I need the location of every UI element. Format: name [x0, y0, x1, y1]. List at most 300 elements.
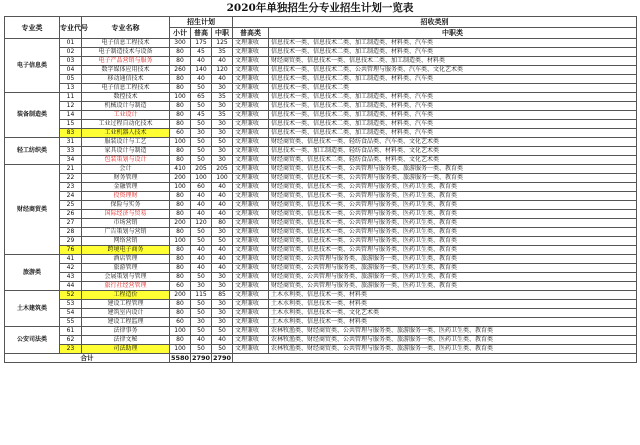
category-cell: 轻工纺织类	[5, 138, 60, 165]
major-name-cell: 电子制造技术与设备	[82, 48, 170, 57]
subject-cell: 文理兼收	[233, 282, 269, 291]
subject-cell: 文理兼收	[233, 111, 269, 120]
table-row	[5, 210, 637, 219]
vocational-types-cell: 财经商贸类、信息技术一类、信息技术二类、加工制造类、材料类	[269, 57, 637, 66]
table-row	[5, 120, 637, 129]
major-code-cell: 13	[60, 84, 82, 93]
general-count-cell: 40	[191, 255, 212, 264]
table-body	[5, 17, 637, 363]
major-name-cell: 金融管理	[82, 183, 170, 192]
major-name-cell: 机械设计与制造	[82, 102, 170, 111]
table-row	[5, 228, 637, 237]
major-name-cell: 工业机器人技术	[82, 129, 170, 138]
subtotal-cell: 260	[170, 66, 191, 75]
subject-cell: 文理兼收	[233, 174, 269, 183]
vocational-count-cell: 100	[212, 174, 233, 183]
header-row	[5, 17, 637, 28]
major-name-cell: 建筑室内设计	[82, 309, 170, 318]
category-cell: 财经商贸类	[5, 165, 60, 255]
subject-cell: 文理兼收	[233, 192, 269, 201]
vocational-count-cell: 40	[212, 183, 233, 192]
subtotal-cell: 200	[170, 219, 191, 228]
subtotal-cell: 300	[170, 39, 191, 48]
major-name-cell: 投资理财	[82, 192, 170, 201]
subtotal-cell: 80	[170, 336, 191, 345]
general-count-cell: 140	[191, 66, 212, 75]
vocational-types-cell: 财经商贸类、公共管理与服务类、旅游服务一类、医药卫生类、教育类	[269, 264, 637, 273]
subtotal-cell: 100	[170, 237, 191, 246]
major-name-cell: 工业过程自动化技术	[82, 120, 170, 129]
subtotal-cell: 410	[170, 165, 191, 174]
major-name-cell: 财务管理	[82, 174, 170, 183]
major-name-cell: 网络营销	[82, 237, 170, 246]
major-code-cell: 23	[60, 183, 82, 192]
general-count-cell: 50	[191, 156, 212, 165]
table-row	[5, 129, 637, 138]
general-count-cell: 30	[191, 282, 212, 291]
subject-cell: 文理兼收	[233, 138, 269, 147]
table-row	[5, 264, 637, 273]
table-row	[5, 57, 637, 66]
general-count-cell: 50	[191, 138, 212, 147]
subject-cell: 文理兼收	[233, 273, 269, 282]
subject-cell: 文理兼收	[233, 102, 269, 111]
subject-cell: 文理兼收	[233, 39, 269, 48]
vocational-count-cell: 30	[212, 84, 233, 93]
vocational-count-cell: 30	[212, 102, 233, 111]
major-name-cell: 市场营销	[82, 219, 170, 228]
vocational-count-cell: 85	[212, 291, 233, 300]
total-general: 2790	[191, 354, 211, 362]
major-code-cell: 05	[60, 75, 82, 84]
vocational-types-cell: 财经商贸类、信息技术一类、公共管理与服务类、医药卫生类、教育类	[269, 201, 637, 210]
general-count-cell: 40	[191, 264, 212, 273]
category-cell: 公安司法类	[5, 327, 60, 354]
vocational-count-cell: 40	[212, 336, 233, 345]
vocational-count-cell: 80	[212, 219, 233, 228]
major-code-cell: 44	[60, 282, 82, 291]
table-row	[5, 48, 637, 57]
table-row	[5, 246, 637, 255]
subject-cell: 文理兼收	[233, 264, 269, 273]
vocational-count-cell: 35	[212, 48, 233, 57]
table-row	[5, 111, 637, 120]
subtotal-cell: 100	[170, 183, 191, 192]
major-name-cell: 酒店管理	[82, 255, 170, 264]
subtotal-cell: 80	[170, 84, 191, 93]
subject-cell: 文理兼收	[233, 165, 269, 174]
vocational-count-cell: 120	[212, 66, 233, 75]
subtotal-cell: 60	[170, 129, 191, 138]
major-name-cell: 家具设计与制造	[82, 147, 170, 156]
table-row	[5, 174, 637, 183]
vocational-count-cell: 50	[212, 345, 233, 354]
header-major: 专业名称	[82, 17, 170, 39]
general-count-cell: 50	[191, 120, 212, 129]
subject-cell: 文理兼收	[233, 291, 269, 300]
vocational-count-cell: 35	[212, 93, 233, 102]
vocational-types-cell: 信息技术一类、信息技术二类、加工制造类、材料类、汽车类	[269, 129, 637, 138]
general-count-cell: 50	[191, 273, 212, 282]
subtotal-cell: 100	[170, 345, 191, 354]
subject-cell: 文理兼收	[233, 228, 269, 237]
subject-cell: 文理兼收	[233, 255, 269, 264]
table-row	[5, 147, 637, 156]
vocational-types-cell: 财经商贸类、公共管理与服务类、旅游服务一类、医药卫生类、教育类	[269, 273, 637, 282]
general-count-cell: 175	[191, 39, 212, 48]
major-code-cell: 28	[60, 228, 82, 237]
subject-cell: 文理兼收	[233, 237, 269, 246]
major-name-cell: 包装策划与设计	[82, 156, 170, 165]
subject-cell: 文理兼收	[233, 48, 269, 57]
subtotal-cell: 200	[170, 291, 191, 300]
vocational-types-cell: 财经商贸类、信息技术一类、公共管理与服务类、医药卫生类、教育类	[269, 183, 637, 192]
vocational-types-cell: 财经商贸类、信息技术一类、公共管理与服务类、医药卫生类、教育类	[269, 210, 637, 219]
table-row	[5, 318, 637, 327]
general-count-cell: 50	[191, 228, 212, 237]
major-code-cell: 42	[60, 264, 82, 273]
vocational-types-cell: 信息技术一类、信息技术二类、加工制造类、材料类、汽车类	[269, 120, 637, 129]
subtotal-cell: 60	[170, 318, 191, 327]
table-row	[5, 93, 637, 102]
table-row	[5, 192, 637, 201]
vocational-count-cell: 30	[212, 129, 233, 138]
subtotal-cell: 80	[170, 156, 191, 165]
major-code-cell: 83	[60, 129, 82, 138]
major-name-cell: 电子产品营销与服务	[82, 57, 170, 66]
vocational-types-cell: 信息技术一类、信息技术二类、加工制造类、材料类、汽车类	[269, 48, 637, 57]
major-name-cell: 法律文秘	[82, 336, 170, 345]
major-code-cell: 53	[60, 300, 82, 309]
subtotal-cell: 80	[170, 111, 191, 120]
table-row	[5, 219, 637, 228]
category-cell: 旅游类	[5, 255, 60, 291]
vocational-types-cell: 财经商贸类、信息技术一类、公共管理与服务类、旅游服务一类、教育类	[269, 165, 637, 174]
subject-cell: 文理兼收	[233, 327, 269, 336]
header-category: 专业类	[5, 17, 60, 39]
table-row	[5, 165, 637, 174]
general-count-cell: 50	[191, 309, 212, 318]
subject-cell: 文理兼收	[233, 57, 269, 66]
major-code-cell: 33	[60, 147, 82, 156]
major-code-cell: 41	[60, 255, 82, 264]
vocational-count-cell: 50	[212, 327, 233, 336]
subtotal-cell: 80	[170, 192, 191, 201]
subject-cell: 文理兼收	[233, 129, 269, 138]
general-count-cell: 30	[191, 129, 212, 138]
general-count-cell: 50	[191, 327, 212, 336]
table-row	[5, 138, 637, 147]
category-cell: 装备制造类	[5, 93, 60, 138]
general-count-cell: 40	[191, 57, 212, 66]
vocational-types-cell: 财经商贸类、公共管理与服务类、旅游服务一类、医药卫生类、教育类	[269, 282, 637, 291]
vocational-count-cell: 30	[212, 156, 233, 165]
table-row	[5, 309, 637, 318]
total-row	[5, 354, 637, 363]
vocational-types-cell: 信息技术一类、信息技术二类、加工制造类、材料类、汽车类	[269, 39, 637, 48]
general-count-cell: 40	[191, 192, 212, 201]
subject-cell: 文理兼收	[233, 336, 269, 345]
vocational-types-cell: 农林牧渔类、财经商贸类、公共管理与服务类、旅游服务一类、医药卫生类、教育类	[269, 345, 637, 354]
major-name-cell: 电子信息工程技术	[82, 39, 170, 48]
vocational-types-cell: 信息技术一类、信息技术二类、公共管理与服务类、汽车类、文化艺术类	[269, 66, 637, 75]
vocational-types-cell: 信息技术一类、信息技术二类	[269, 84, 637, 93]
total-vocational: 2790	[212, 354, 232, 362]
table-row	[5, 345, 637, 354]
vocational-count-cell: 40	[212, 201, 233, 210]
major-name-cell: 会展策划与管理	[82, 273, 170, 282]
general-count-cell: 40	[191, 75, 212, 84]
subtotal-cell: 80	[170, 201, 191, 210]
subject-cell: 文理兼收	[233, 309, 269, 318]
subtotal-cell: 80	[170, 210, 191, 219]
subject-cell: 文理兼收	[233, 66, 269, 75]
subtotal-cell: 80	[170, 147, 191, 156]
general-count-cell: 120	[191, 219, 212, 228]
general-count-cell: 45	[191, 48, 212, 57]
vocational-count-cell: 125	[212, 39, 233, 48]
vocational-count-cell: 30	[212, 309, 233, 318]
header-plan: 招生计划	[170, 17, 233, 28]
table-row	[5, 39, 637, 48]
vocational-count-cell: 205	[212, 165, 233, 174]
subtotal-cell: 80	[170, 120, 191, 129]
major-code-cell: 01	[60, 39, 82, 48]
total-blank	[233, 354, 637, 363]
subject-cell: 文理兼收	[233, 201, 269, 210]
major-code-cell: 52	[60, 291, 82, 300]
vocational-count-cell: 50	[212, 138, 233, 147]
subject-cell: 文理兼收	[233, 246, 269, 255]
vocational-types-cell: 土木水利类、信息技术一类、材料类	[269, 291, 637, 300]
subtotal-cell: 80	[170, 48, 191, 57]
major-name-cell: 工业设计	[82, 111, 170, 120]
subject-cell: 文理兼收	[233, 318, 269, 327]
enrollment-plan-table	[4, 16, 637, 363]
general-count-cell: 115	[191, 291, 212, 300]
header-vocational-type: 中职类	[269, 28, 637, 39]
major-name-cell: 数字媒体应用技术	[82, 66, 170, 75]
subject-cell: 文理兼收	[233, 219, 269, 228]
category-cell: 电子信息类	[5, 39, 60, 93]
subject-cell: 文理兼收	[233, 147, 269, 156]
vocational-count-cell: 40	[212, 192, 233, 201]
vocational-types-cell: 财经商贸类、信息技术一类、公共管理与服务类、医药卫生类、教育类	[269, 246, 637, 255]
major-code-cell: 29	[60, 237, 82, 246]
vocational-count-cell: 30	[212, 228, 233, 237]
vocational-count-cell: 50	[212, 237, 233, 246]
general-count-cell: 205	[191, 165, 212, 174]
vocational-count-cell: 40	[212, 264, 233, 273]
general-count-cell: 100	[191, 174, 212, 183]
vocational-types-cell: 财经商贸类、信息技术一类、轻纺食品类、汽车类、文化艺术类	[269, 138, 637, 147]
vocational-count-cell: 35	[212, 111, 233, 120]
vocational-count-cell: 40	[212, 210, 233, 219]
subtotal-cell: 80	[170, 246, 191, 255]
major-name-cell: 司法助理	[82, 345, 170, 354]
major-code-cell: 54	[60, 309, 82, 318]
vocational-types-cell: 财经商贸类、信息技术一类、公共管理与服务类、旅游服务一类、教育类	[269, 174, 637, 183]
major-name-cell: 法律事务	[82, 327, 170, 336]
major-name-cell: 服装设计与工艺	[82, 138, 170, 147]
table-row	[5, 102, 637, 111]
general-count-cell: 40	[191, 201, 212, 210]
major-code-cell: 12	[60, 102, 82, 111]
subject-cell: 文理兼收	[233, 75, 269, 84]
total-label: 合计	[5, 354, 170, 363]
vocational-count-cell: 30	[212, 318, 233, 327]
table-row	[5, 183, 637, 192]
vocational-count-cell: 30	[212, 273, 233, 282]
major-code-cell: 55	[60, 318, 82, 327]
table-row	[5, 237, 637, 246]
vocational-count-cell: 40	[212, 246, 233, 255]
subject-cell: 文理兼收	[233, 120, 269, 129]
general-count-cell: 45	[191, 111, 212, 120]
general-count-cell: 40	[191, 210, 212, 219]
subject-cell: 文理兼收	[233, 210, 269, 219]
major-code-cell: 03	[60, 57, 82, 66]
subtotal-cell: 60	[170, 282, 191, 291]
vocational-count-cell: 40	[212, 75, 233, 84]
vocational-types-cell: 信息技术一类、信息技术二类、加工制造类、材料类、汽车类	[269, 102, 637, 111]
vocational-types-cell: 财经商贸类、信息技术二类、轻纺食品类、材料类、文化艺术类	[269, 156, 637, 165]
table-row	[5, 201, 637, 210]
subtotal-cell: 100	[170, 138, 191, 147]
major-code-cell: 24	[60, 192, 82, 201]
major-code-cell: 26	[60, 210, 82, 219]
vocational-types-cell: 土木水利类、信息技术一类、文化艺术类	[269, 309, 637, 318]
major-code-cell: 25	[60, 201, 82, 210]
table-row	[5, 300, 637, 309]
subject-cell: 文理兼收	[233, 183, 269, 192]
major-name-cell: 移动通信技术	[82, 75, 170, 84]
subject-cell: 文理兼收	[233, 345, 269, 354]
header-vocational: 中职	[212, 28, 233, 39]
major-code-cell: 23	[60, 345, 82, 354]
table-row	[5, 273, 637, 282]
subtotal-cell: 80	[170, 273, 191, 282]
table-row	[5, 282, 637, 291]
major-name-cell: 保险与实务	[82, 201, 170, 210]
major-name-cell: 旅游管理	[82, 264, 170, 273]
table-row	[5, 84, 637, 93]
general-count-cell: 50	[191, 102, 212, 111]
subtotal-cell: 80	[170, 309, 191, 318]
subtotal-cell: 80	[170, 255, 191, 264]
subtotal-cell: 100	[170, 327, 191, 336]
subtotal-cell: 100	[170, 93, 191, 102]
major-code-cell: 76	[60, 246, 82, 255]
major-code-cell: 14	[60, 111, 82, 120]
subject-cell: 文理兼收	[233, 156, 269, 165]
major-name-cell: 数控技术	[82, 93, 170, 102]
major-code-cell: 62	[60, 336, 82, 345]
subject-cell: 文理兼收	[233, 300, 269, 309]
vocational-types-cell: 财经商贸类、信息技术一类、公共管理与服务类、医药卫生类、教育类	[269, 192, 637, 201]
vocational-count-cell: 30	[212, 282, 233, 291]
subtotal-cell: 80	[170, 102, 191, 111]
table-row	[5, 327, 637, 336]
major-code-cell: 15	[60, 120, 82, 129]
major-name-cell: 国际经济与贸易	[82, 210, 170, 219]
table-row	[5, 75, 637, 84]
general-count-cell: 50	[191, 300, 212, 309]
total-subtotal: 5580	[170, 354, 190, 362]
major-name-cell: 工程造价	[82, 291, 170, 300]
vocational-types-cell: 农林牧渔类、财经商贸类、公共管理与服务类、旅游服务一类、医药卫生类、教育类	[269, 327, 637, 336]
major-name-cell: 电子信息工程技术	[82, 84, 170, 93]
header-general: 普高	[191, 28, 212, 39]
subtotal-cell: 80	[170, 228, 191, 237]
major-code-cell: 11	[60, 93, 82, 102]
header-code: 专业代号	[60, 17, 82, 39]
subtotal-cell: 80	[170, 300, 191, 309]
vocational-types-cell: 信息技术一类、加工制造类、轻纺食品类、材料类、文化艺术类	[269, 147, 637, 156]
vocational-types-cell: 财经商贸类、公共管理与服务类、旅游服务一类、医药卫生类、教育类	[269, 255, 637, 264]
subtotal-cell: 200	[170, 174, 191, 183]
major-code-cell: 21	[60, 165, 82, 174]
general-count-cell: 50	[191, 84, 212, 93]
vocational-types-cell: 信息技术一类、信息技术二类、加工制造类、材料类、汽车类	[269, 93, 637, 102]
category-cell: 土木建筑类	[5, 291, 60, 327]
vocational-count-cell: 30	[212, 300, 233, 309]
subtotal-cell: 80	[170, 264, 191, 273]
major-code-cell: 43	[60, 273, 82, 282]
table-row	[5, 66, 637, 75]
vocational-types-cell: 财经商贸类、信息技术一类、公共管理与服务类、医药卫生类、教育类	[269, 228, 637, 237]
table-row	[5, 255, 637, 264]
header-subtotal: 小计	[170, 28, 191, 39]
major-code-cell: 31	[60, 138, 82, 147]
general-count-cell: 50	[191, 345, 212, 354]
subject-cell: 文理兼收	[233, 84, 269, 93]
header-general-type: 普高类	[233, 28, 269, 39]
general-count-cell: 40	[191, 246, 212, 255]
subject-cell: 文理兼收	[233, 93, 269, 102]
major-name-cell: 旅行社经营管理	[82, 282, 170, 291]
major-code-cell: 34	[60, 156, 82, 165]
vocational-count-cell: 30	[212, 120, 233, 129]
major-code-cell: 27	[60, 219, 82, 228]
vocational-types-cell: 信息技术一类、信息技术二类、加工制造类、材料类、汽车类	[269, 111, 637, 120]
table-row	[5, 291, 637, 300]
major-code-cell: 02	[60, 48, 82, 57]
vocational-count-cell: 30	[212, 147, 233, 156]
major-name-cell: 广告策划与营销	[82, 228, 170, 237]
major-name-cell: 会计	[82, 165, 170, 174]
subtotal-cell: 80	[170, 57, 191, 66]
general-count-cell: 50	[191, 237, 212, 246]
major-name-cell: 建设工程监理	[82, 318, 170, 327]
page-title: 2020年单独招生分专业招生计划一览表	[226, 2, 414, 14]
vocational-types-cell: 土木水利类、信息技术一类、材料类	[269, 300, 637, 309]
subtotal-cell: 80	[170, 75, 191, 84]
vocational-types-cell: 农林牧渔类、财经商贸类、公共管理与服务类、旅游服务一类、医药卫生类、教育类	[269, 336, 637, 345]
major-code-cell: 22	[60, 174, 82, 183]
vocational-count-cell: 40	[212, 255, 233, 264]
header-enroll: 招收类别	[233, 17, 637, 28]
general-count-cell: 60	[191, 183, 212, 192]
general-count-cell: 30	[191, 318, 212, 327]
vocational-types-cell: 财经商贸类、信息技术一类、公共管理与服务类、医药卫生类、教育类	[269, 237, 637, 246]
vocational-types-cell: 土木水利类、信息技术一类、材料类	[269, 318, 637, 327]
major-name-cell: 建设工程管理	[82, 300, 170, 309]
vocational-count-cell: 40	[212, 57, 233, 66]
major-code-cell: 04	[60, 66, 82, 75]
general-count-cell: 40	[191, 336, 212, 345]
vocational-types-cell: 信息技术一类、信息技术二类、加工制造类、材料类、汽车类	[269, 75, 637, 84]
